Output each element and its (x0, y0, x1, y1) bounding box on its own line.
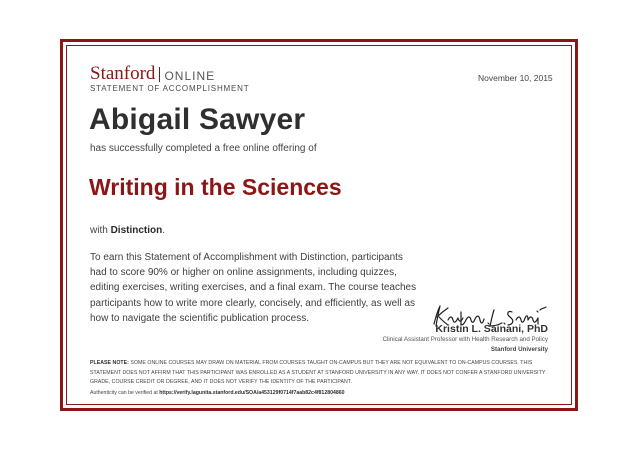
disclaimer-label: PLEASE NOTE: (90, 360, 129, 366)
verification-link[interactable]: https://verify.lagunita.stanford.edu/SOA/a453129f0714f7aab82c4f812804860 (159, 390, 345, 396)
distinction-suffix: . (162, 225, 166, 236)
distinction-line (90, 225, 165, 236)
distinction-label: Distinction (110, 225, 163, 236)
distinction-prefix: with (90, 225, 108, 236)
disclaimer-note (90, 359, 552, 388)
logo-divider (159, 67, 160, 82)
statement-heading: STATEMENT OF ACCOMPLISHMENT (90, 84, 250, 93)
course-title: Writing in the Sciences (89, 174, 342, 200)
signer-name: Kristin L. Sainani, PhD (435, 323, 548, 335)
signer-university: Stanford University (490, 346, 548, 353)
authenticity-prefix: Authenticity can be verified at (90, 390, 160, 396)
completion-statement: has successfully completed a free online offering of (90, 143, 317, 154)
logo-online-text: ONLINE (164, 68, 216, 83)
signer-block (360, 323, 548, 354)
recipient-name: Abigail Sawyer (89, 103, 306, 136)
authenticity-line (90, 390, 345, 396)
signer-title: Clinical Assistant Professor with Health Research and Policy (382, 336, 548, 343)
disclaimer-text: SOME ONLINE COURSES MAY DRAW ON MATERIAL FROM COURSES TAUGHT ON-CAMPUS BUT THEY ARE NOT EQUIVALENT TO ON-CAMPUS COURSES. THIS STATEMENT DOES NOT AFFIRM THAT THIS PARTICIPANT WAS ENROLLED AS A STUDENT AT STANFORD UNIVERSITY IN ANY WAY. IT DOES NOT CONFER A STANFORD UNIVERSITY GRADE, COURSE CREDIT OR DEGREE, AND IT DOES NOT VERIFY THE IDENTITY OF THE PARTICIPANT. (90, 360, 546, 385)
course-description: To earn this Statement of Accomplishment with Distinction, participants had to score 90% or higher on online assignments, including quizzes, editing exercises, writing exercises, and a final exam. The course teaches participants how to write more clearly, concisely, and efficiently, as well as how to navigate the scientific publication process. (90, 252, 417, 324)
stanford-online-logo (90, 64, 215, 84)
issue-date: November 10, 2015 (478, 73, 553, 83)
logo-wordmark: Stanford (90, 63, 156, 84)
